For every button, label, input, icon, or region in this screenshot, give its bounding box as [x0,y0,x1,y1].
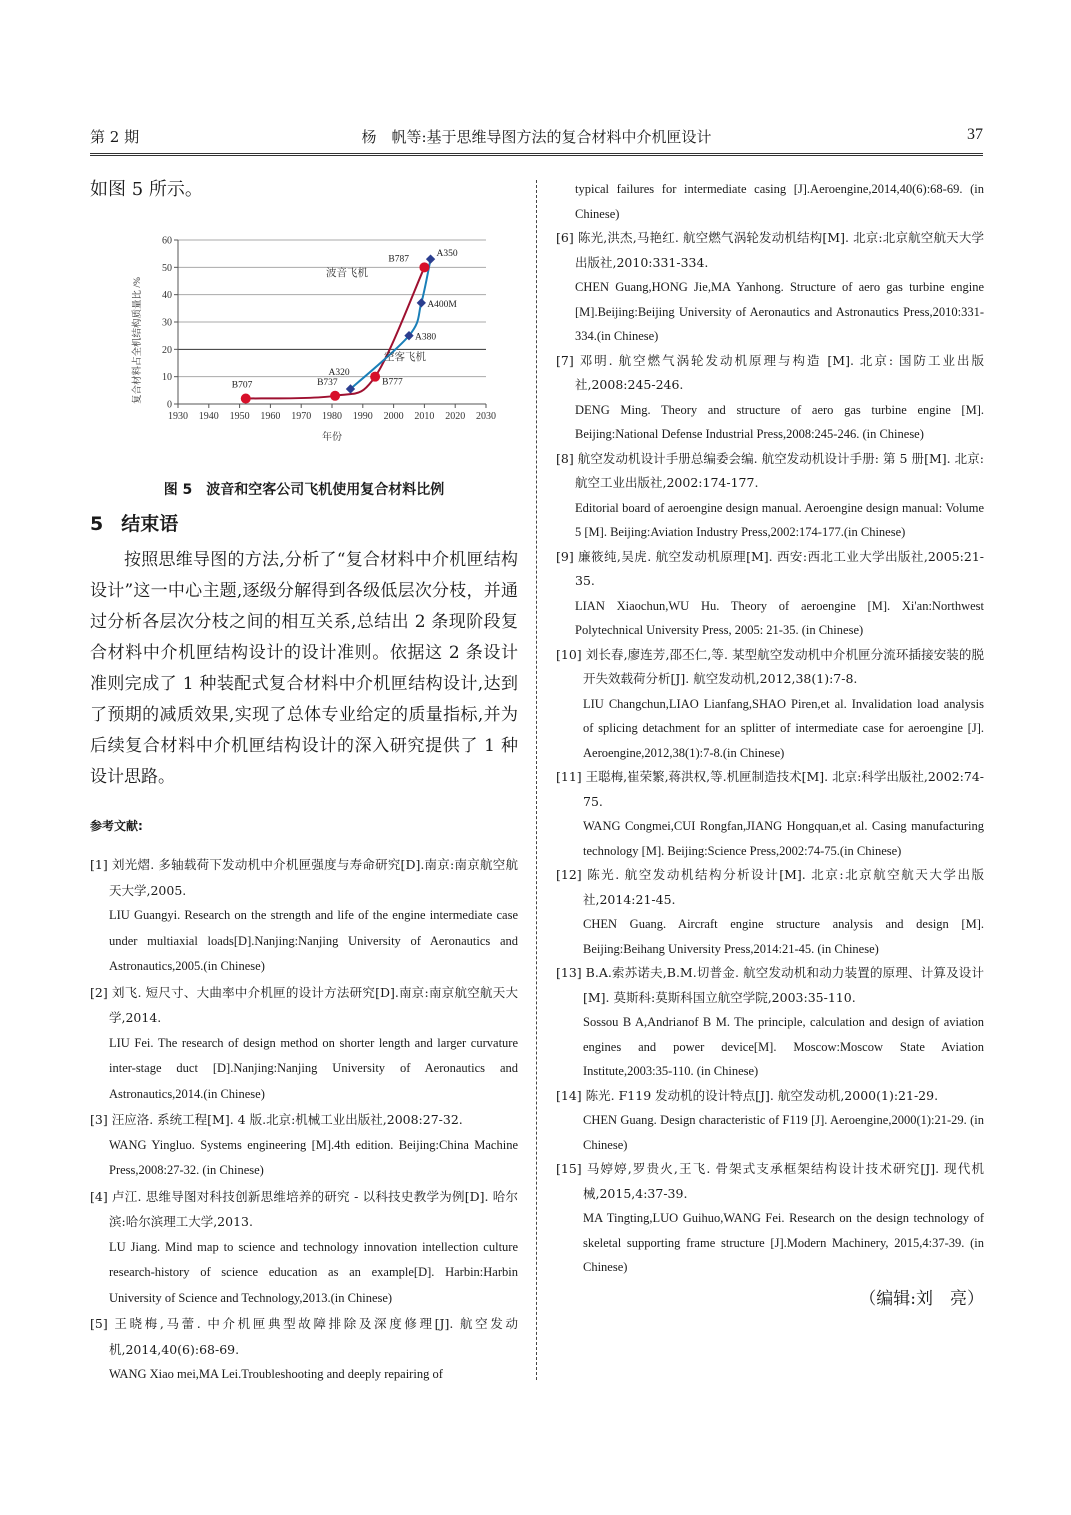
reference-number: [5] [90,1316,108,1331]
reference-cn [556,863,984,912]
reference-en: LIU Changchun,LIAO Lianfang,SHAO Piren,et al. Invalidation load analysis of splicing detachment for an splitter of intermediate case for aeroengine [J]. Aeroengine,2012,38(1):7-8.(in Chinese) [583,696,984,760]
reference-en: MA Tingting,LUO Guihuo,WANG Fei. Research on the design technology of skeletal supporting frame structure [J].Modern Machinery, 2015,4:37-39. (in Chinese) [583,1211,984,1274]
section-heading [90,509,178,536]
reference-number: [6] [556,230,574,245]
data-label: B737 [317,377,338,388]
reference-cn [556,961,984,1010]
reference-cn-text: 马婷婷,罗贵火,王飞. 骨架式支承框架结构设计技术研究[J]. 现代机械,2015,4:37-39. [583,1161,984,1201]
data-label: B777 [382,377,403,388]
references-list-right [556,226,984,1280]
reference-cn [556,765,984,814]
y-tick-label: 50 [162,262,172,274]
running-title: 杨 帆等:基于思维导图方法的复合材料中介机匣设计 [361,128,712,146]
reference-number: [14] [556,1087,582,1103]
x-tick-label: 1950 [229,411,250,422]
y-tick-label: 20 [162,344,172,356]
x-tick-label: 1970 [291,411,312,422]
reference-item [556,1084,984,1158]
reference-en: WANG Yingluo. Systems engineering [M].4th edition. Beijing:China Machine Press,2008:27-32. (in Chinese) [109,1137,518,1177]
page-number: 37 [967,126,983,143]
x-tick-label: 1940 [198,411,219,422]
reference-cn-text: 陈光. 航空发动机结构分析设计[M]. 北京:北京航空航天大学出版社,2014:21-45. [583,867,984,907]
references-list-left [90,852,518,1388]
reference-cn [90,852,518,903]
x-tick-label: 2000 [383,411,404,422]
reference-cn-text: 汪应洛. 系统工程[M]. 4 版.北京:机械工业出版社,2008:27-32. [111,1112,463,1127]
y-tick-label: 40 [162,290,172,302]
x-tick-label: 1960 [260,411,281,422]
data-label: B707 [231,380,253,391]
reference-number: [13] [556,965,582,980]
y-axis-label: 复合材料占全机结构质量比 /% [133,277,143,404]
reference-item [556,863,984,961]
left-column [90,176,518,1381]
reference-item [90,852,518,980]
reference-cn [556,226,984,275]
data-point [417,298,426,307]
reference-number: [12] [556,867,582,882]
data-point [330,391,340,401]
reference-cn [90,1184,518,1235]
reference-en: CHEN Guang,HONG Jie,MA Yanhong. Structure of aero gas turbine engine [M].Beijing:Beijing University of Aeronautics and Astronautics Press,2010:331-334.(in Chinese) [575,280,984,343]
reference-item [90,1184,518,1312]
series-label-boeing: 波音飞机 [326,268,368,279]
reference-en: CHEN Guang. Design characteristic of F119 [J]. Aeroengine,2000(1):21-29. (in Chinese) [583,1113,984,1152]
reference-en: LIU Fei. The research of design method on shorter length and larger curvature inter-stage duct [D].Nanjing:Nanjing University of Aeronautics and Astronautics,2014.(in Chinese) [109,1035,518,1101]
data-label: B787 [388,254,409,265]
reference-cn-text: 陈光. F119 发动机的设计特点[J]. 航空发动机,2000(1):21-29. [585,1087,939,1103]
reference-item [556,447,984,545]
data-point [426,254,435,263]
data-point [370,372,380,382]
reference-number: [1] [90,857,108,872]
x-tick-label: 2010 [414,411,435,422]
reference-number: [15] [556,1161,582,1176]
reference-cn [556,1157,984,1206]
reference-item [90,980,518,1108]
reference-en: LIAN Xiaochun,WU Hu. Theory of aeroengine [M]. Xi'an:Northwest Polytechnical University Press, 2005: 21-35. (in Chinese) [575,598,984,637]
y-tick-label: 30 [162,317,172,329]
reference-en: LU Jiang. Mind map to science and technology innovation intellection culture research-history of science education as an example[D]. Harbin:Harbin University of Science and Technology,2013.(in Chinese) [109,1239,518,1305]
reference-number: [4] [90,1188,108,1204]
data-point [241,394,251,404]
reference-cn-text: 邓明. 航空燃气涡轮发动机原理与构造 [M]. 北京: 国防工业出版社,2008:245-246. [575,352,984,392]
y-tick-label: 0 [167,399,172,411]
reference-en: Editorial board of aeroengine design manual. Aeroengine design manual: Volume 5 [M]. Beijing:Aviation Industry Press,2002:174-177.(in Chinese) [575,500,984,539]
reference-cn-text: 廉筱纯,吴虎. 航空发动机原理[M]. 西安:西北工业大学出版社,2005:21-35. [575,548,984,588]
reference-item [556,349,984,447]
composite-ratio-chart [130,228,496,458]
reference-cn-text: 王聪梅,崔荣繁,蒋洪权,等.机匣制造技术[M]. 北京:科学出版社,2002:74-75. [583,769,984,809]
reference-cn-text: 卢江. 思维导图对科技创新思维培养的研究 - 以科技史教学为例[D]. 哈尔滨:哈尔滨理工大学,2013. [109,1188,518,1229]
reference-number: [7] [556,352,574,368]
reference-cn [90,1107,518,1133]
data-label: A400M [427,299,457,310]
reference-en: CHEN Guang. Aircraft engine structure analysis and design [M]. Beijing:Beihang University Press,2014:21-45. (in Chinese) [583,917,984,956]
reference-cn-text: 航空发动机设计手册总编委会编. 航空发动机设计手册: 第 5 册[M]. 北京:航空工业出版社,2002:174-177. [575,450,984,490]
reference-cn-text: 刘长春,廖连芳,邵丕仁,等. 某型航空发动机中介机匣分流环插接安装的脱开失效载荷分析[J]. 航空发动机,2012,38(1):7-8. [583,646,984,686]
editor-note: （编辑:刘 亮） [859,1288,984,1309]
chart-ticks [162,236,496,423]
reference-item [556,545,984,643]
reference-number: [11] [556,769,582,784]
reference-cn [556,545,984,594]
issue-number: 第 2 期 [90,128,140,146]
reference-cn [90,980,518,1031]
y-tick-label: 10 [162,372,172,384]
reference-en: WANG Xiao mei,MA Lei.Troubleshooting and deeply repairing of [109,1367,443,1381]
reference-cn-text: 刘光熠. 多轴载荷下发动机中介机匣强度与寿命研究[D].南京:南京航空航天大学,2005. [109,857,518,898]
reference-item [90,1311,518,1388]
y-tick-label: 60 [162,235,172,247]
page-header [90,126,983,150]
data-label: A380 [415,332,437,343]
reference-cn [556,447,984,496]
data-label: A350 [436,249,458,260]
series-label-airbus: 空客飞机 [384,352,426,363]
reference-item [90,1107,518,1184]
reference-number: [9] [556,548,574,564]
reference-number: [10] [556,646,582,662]
data-point [419,262,429,272]
x-axis-label: 年份 [322,432,342,443]
reference-cn-text: 王晓梅,马蕾. 中介机匣典型故障排除及深度修理[J]. 航空发动机,2014,40(6):68-69. [109,1316,518,1357]
reference-en: WANG Congmei,CUI Rongfan,JIANG Hongquan,et al. Casing manufacturing technology [M]. Beijing:Science Press,2002:74-75.(in Chinese) [583,819,984,858]
reference-cn [90,1311,518,1362]
reference-cn [556,1084,984,1109]
reference-en: Sossou B A,Andrianof B M. The principle, calculation and design of aviation engines and power device[M]. Moscow:Moscow State Aviation Institute,2003:35-110. (in Chinese) [583,1015,984,1078]
reference-en: LIU Guangyi. Research on the strength and life of the engine intermediate case under multiaxial loads[D].Nanjing:Nanjing University of Aeronautics and Astronautics,2005.(in Chinese) [109,908,518,973]
x-tick-label: 1980 [322,411,342,422]
reference-cn-text: 刘飞. 短尺寸、大曲率中介机匣的设计方法研究[D].南京:南京航空航天大学,2014. [109,984,518,1025]
x-tick-label: 1990 [352,411,373,422]
x-tick-label: 2030 [476,411,496,422]
reference-cn-text: B.A.索苏诺夫,B.M.切普金. 航空发动机和动力装置的原理、计算及设计[M]. 莫斯科:莫斯科国立航空学院,2003:35-110. [583,965,984,1005]
reference-cn [556,349,984,398]
header-rule [90,153,983,156]
reference-item [556,226,984,349]
reference-item [556,961,984,1084]
figure-caption: 图 5 波音和空客公司飞机使用复合材料比例 [163,482,445,498]
reference-item [556,643,984,766]
reference-number: [3] [90,1112,108,1127]
x-tick-label: 1930 [168,411,188,422]
reference-5-en-continued: typical failures for intermediate casing [J].Aeroengine,2014,40(6):68-69. (in Chinese) [575,182,984,221]
reference-cn [556,643,984,692]
reference-en: DENG Ming. Theory and structure of aero gas turbine engine [M]. Beijing:National Defense Industrial Press,2008:245-246. (in Chinese) [575,402,984,441]
right-column [556,177,984,1309]
data-label: A320 [328,367,350,378]
conclusion-paragraph: 按照思维导图的方法,分析了“复合材料中介机匣结构设计”这一中心主题,逐级分解得到各级低层次分枝，并通过分析各层次分枝之间的相互关系,总结出 2 条现阶段复合材料中介机匣结构设计的设计准则。依据这 2 条设计准则完成了 1 种装配式复合材料中介机匣结构设计,达到了预期的减质效果,实现了总体专业给定的质量指标,并为后续复合材料中介机匣结构设计的深入研究提供了 1 种设计思路。 [90,550,518,787]
references-heading: 参考文献: [90,819,143,833]
reference-cn-text: 陈光,洪杰,马艳红. 航空燃气涡轮发动机结构[M]. 北京:北京航空航天大学出版社,2010:331-334. [575,230,984,270]
column-divider [536,180,537,1380]
reference-item [556,1157,984,1280]
figure-5 [90,228,518,498]
reference-number: [8] [556,450,574,466]
intro-line: 如图 5 所示。 [90,179,203,200]
section-title: 结束语 [121,513,179,535]
reference-item [556,765,984,863]
section-number: 5 [90,513,104,535]
reference-number: [2] [90,984,108,1000]
x-tick-label: 2020 [445,411,466,422]
